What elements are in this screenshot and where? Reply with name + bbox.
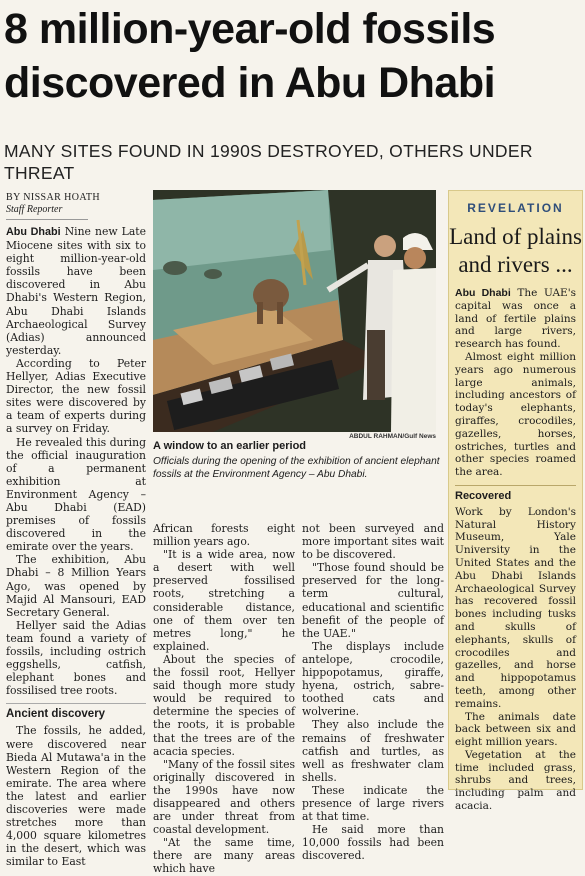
deck: MANY SITES FOUND IN 1990S DESTROYED, OTHERS UNDER THREAT xyxy=(4,141,533,183)
sidebar-kicker: REVELATION xyxy=(467,201,564,215)
sidebar-paragraph: The animals date back between six and eight million years. xyxy=(455,710,576,749)
article-column-1 xyxy=(6,225,146,869)
sidebar-title: Land of plains and rivers ... xyxy=(449,224,582,277)
photo-credit: ABDUL RAHMAN/Gulf News xyxy=(349,433,436,440)
article-paragraph: not been surveyed and more important sites wait to be discovered. xyxy=(302,522,444,562)
byline-author: BY NISSAR HOATH xyxy=(6,192,100,203)
article-paragraph: "At the same time, there are many areas which have xyxy=(153,836,295,876)
sidebar-dateline: Abu Dhabi xyxy=(455,287,511,299)
article-paragraph: "Those found should be preserved for the long-term cultural, educational and scientific benefit of the people of the UAE." xyxy=(302,561,444,640)
article-paragraph: Abu Dhabi Nine new Late Miocene sites with six to eight million-year-old fossils have been discovered in Abu Dhabi's Western Region, Abu Dhabi Islands Archaeological Survey (Adias) announced yesterday. xyxy=(6,225,147,357)
article-paragraph: African forests eight million years ago. xyxy=(153,522,295,549)
sidebar-paragraph: Vegetation at the time included grass, shrubs and trees, including palm and acacia. xyxy=(455,748,576,813)
photo-caption-title: A window to an earlier period xyxy=(153,440,307,452)
article-paragraph: They also include the remains of freshwater catfish and turtles, as well as freshwater clam shells. xyxy=(302,718,444,784)
article-paragraph: The displays include antelope, crocodile, hippopotamus, giraffe, hyena, ostrich, sabre-toothed cats and wolverine. xyxy=(302,639,444,719)
headline: 8 million-year-old fossils discovered in Abu Dhabi xyxy=(4,5,496,107)
article-column-3 xyxy=(302,522,444,862)
byline-rule xyxy=(6,219,88,220)
article-paragraph: Hellyer said the Adias team found a variety of fossils, including ostrich eggshells, catfish, elephant bones and fossilised tree roots. xyxy=(6,618,146,698)
sidebar-paragraph: Almost eight million years ago numerous large animals, including ancestors of today's elephants, giraffes, crocodiles, gazelles, horses, ostriches, turtles and other species roamed the area. xyxy=(455,350,576,479)
article-column-2 xyxy=(153,522,295,876)
article-paragraph: The fossils, he added, were discovered near Bieda Al Mutawa'a in the Western Region of the emirate. The area where the latest and earlier discoveries were made stretches more than 4,000 square kilometres in the desert, which was similar to East xyxy=(6,724,146,869)
exhibition-photo xyxy=(153,190,436,432)
article-paragraph: He revealed this during the official inauguration of a permanent exhibition at Environment Agency – Abu Dhabi (EAD) premises of fossils discovered in the emirate over the years. xyxy=(6,435,146,554)
sidebar-body xyxy=(455,287,576,813)
article-paragraph: He said more than 10,000 fossils had been discovered. xyxy=(302,823,444,863)
sidebar-box xyxy=(448,190,583,813)
article-paragraph: These indicate the presence of large rivers at that time. xyxy=(302,783,444,824)
byline xyxy=(6,191,146,220)
article-paragraph: "Many of the fossil sites originally discovered in the 1990s have now disappeared and others are under threat from coastal development. xyxy=(153,757,295,837)
article-subhead: Ancient discovery xyxy=(6,703,146,721)
article-paragraph: The exhibition, Abu Dhabi – 8 Million Years Ago, was opened by Majid Al Mansouri, EAD Secretary General. xyxy=(6,553,146,619)
photo-caption: Officials during the opening of the exhibition of ancient elephant fossils at the Environment Agency – Abu Dhabi. xyxy=(153,456,440,480)
article-paragraph: According to Peter Hellyer, Adias Executive Director, the new fossil sites were discovered by a team of experts during a survey on Friday. xyxy=(6,356,146,436)
sidebar-subhead: Recovered xyxy=(455,485,576,503)
article-paragraph: "It is a wide area, now a desert with well preserved fossilised roots, stretching a considerable distance, one of them over ten metres long," he explained. xyxy=(153,548,295,653)
byline-role: Staff Reporter xyxy=(6,204,63,215)
article-dateline: Abu Dhabi xyxy=(6,226,61,238)
sidebar-paragraph: Work by London's Natural History Museum, Yale University in the United States and the Abu Dhabi Islands Archaeological Survey has recovered fossil bones including tusks and skulls of elephants, skulls of crocodiles and gazelles, and horse and hippopotamus teeth, among other remains. xyxy=(455,505,576,710)
article-paragraph: About the species of the fossil root, Hellyer said though more study would be required to determine the species of the roots, it is probable that the trees are of the acacia species. xyxy=(153,652,295,758)
sidebar-paragraph: Abu Dhabi The UAE's capital was once a land of fertile plains and large rivers, research has found. xyxy=(455,287,577,351)
exhibition-photo-illustration xyxy=(153,190,436,432)
